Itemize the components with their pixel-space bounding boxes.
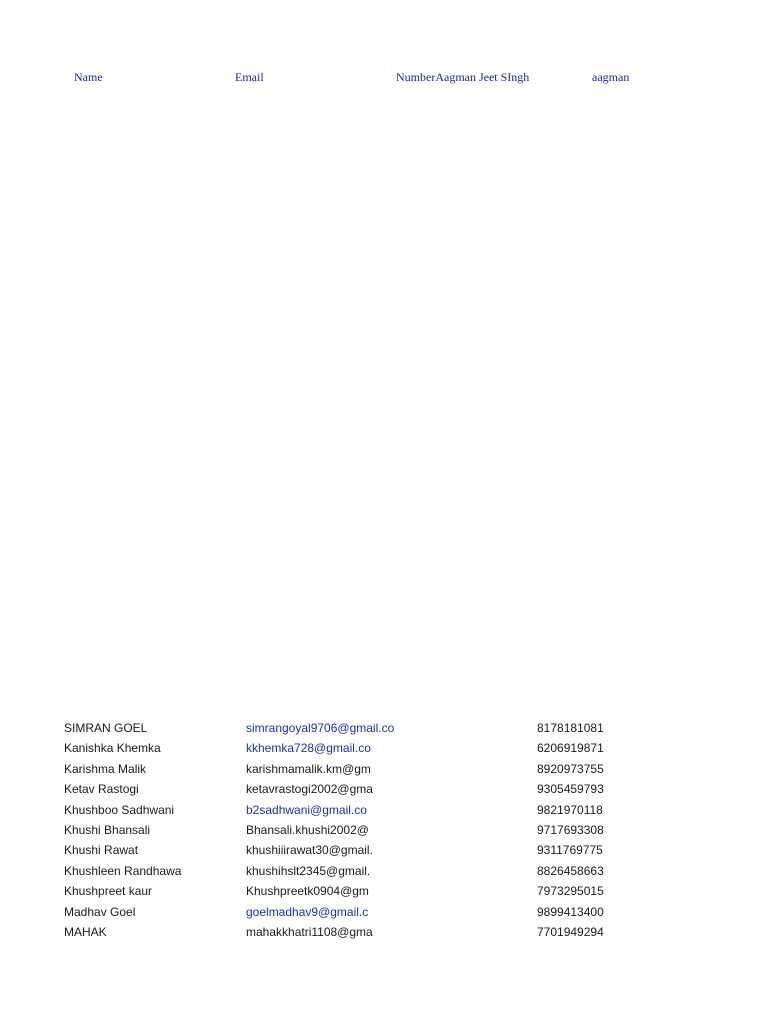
row-phone: 9899413400 [537, 904, 604, 919]
row-phone: 9717693308 [537, 822, 604, 837]
row-phone: 8178181081 [537, 721, 604, 735]
table-row [0, 822, 768, 842]
row-name: Khushpreet kaur [64, 884, 153, 899]
header-name: Name [74, 70, 103, 84]
table-row [0, 781, 768, 801]
row-email-link[interactable]: goelmadhav9@gmail.c [246, 904, 369, 919]
table-row [0, 740, 768, 760]
row-email: Khushpreetk0904@gm [246, 884, 369, 899]
row-phone: 9305459793 [537, 782, 604, 797]
table-row [0, 924, 768, 944]
table-row [0, 904, 768, 924]
table-row [0, 720, 768, 740]
row-name: MAHAK [64, 924, 107, 939]
row-name: SIMRAN GOEL [64, 721, 148, 735]
table-header [0, 70, 768, 86]
row-phone: 8826458663 [537, 863, 604, 878]
row-phone: 9311769775 [537, 843, 603, 858]
row-name: Karishma Malik [64, 761, 147, 776]
row-phone: 7701949294 [537, 924, 604, 939]
header-number: NumberAagman Jeet SIngh [396, 70, 530, 84]
row-email-link[interactable]: b2sadhwani@gmail.co [246, 802, 367, 817]
row-email: khushiiirawat30@gmail. [246, 843, 373, 858]
row-phone: 8920973755 [537, 761, 604, 776]
table-row [0, 802, 768, 822]
row-name: Kanishka Khemka [64, 741, 161, 756]
row-email-link[interactable]: simrangoyal9706@gmail.co [246, 721, 395, 735]
row-name: Ketav Rastogi [64, 782, 139, 797]
table-row [0, 863, 768, 883]
row-email-link[interactable]: kkhemka728@gmail.co [246, 741, 371, 756]
row-name: Madhav Goel [64, 904, 136, 919]
row-name: Khushi Rawat [64, 843, 139, 858]
row-email: mahakkhatri1108@gma [246, 924, 373, 939]
row-name: Khushboo Sadhwani [64, 802, 175, 817]
row-name: Khushleen Randhawa [64, 863, 182, 878]
header-email: Email [235, 70, 264, 84]
header-clipped-text: aagman [592, 70, 630, 84]
row-email: Bhansali.khushi2002@ [246, 822, 369, 837]
row-phone: 7973295015 [537, 884, 604, 899]
row-name: Khushi Bhansali [64, 822, 151, 837]
table-row [0, 842, 768, 862]
table-row [0, 761, 768, 781]
row-email: ketavrastogi2002@gma [246, 782, 373, 797]
table-row [0, 883, 768, 903]
row-phone: 6206919871 [537, 741, 604, 756]
row-email: karishmamalik.km@gm [246, 761, 371, 776]
contact-list [0, 720, 768, 944]
row-email: khushihslt2345@gmail. [246, 863, 371, 878]
row-phone: 9821970118 [537, 802, 603, 817]
